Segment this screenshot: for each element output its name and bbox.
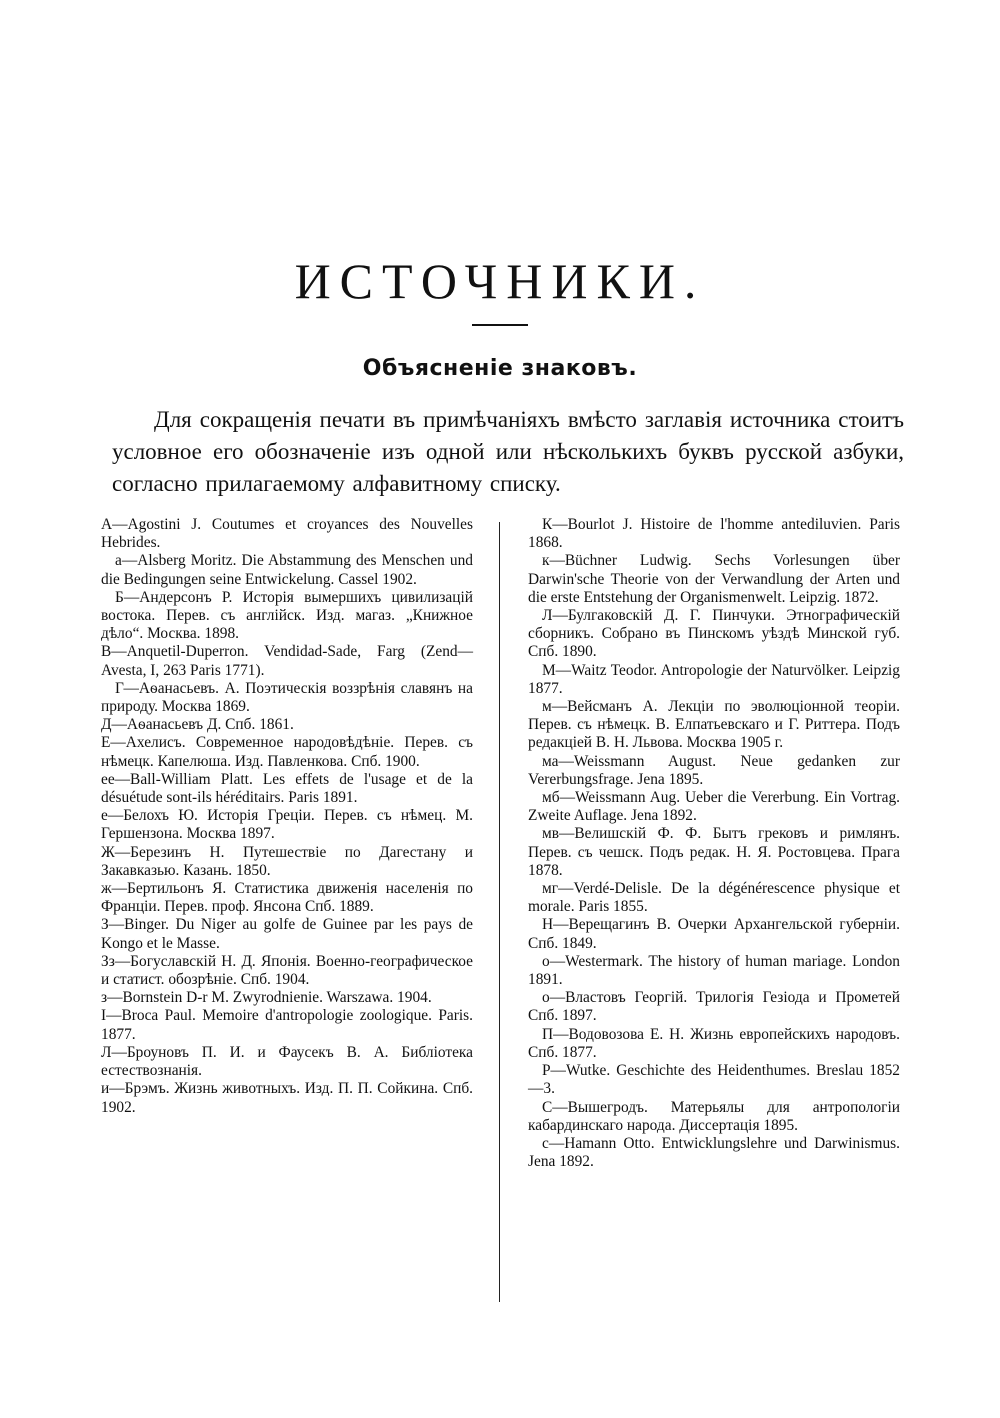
column-divider xyxy=(499,522,500,1302)
source-entry: Д—Аѳанасьевъ Д. Спб. 1861. xyxy=(101,716,294,734)
intro-paragraph: Для сокращенія печати въ примѣчаніяхъ вмѣсто заглавія источника стоитъ условное его обозначеніе изъ одной или нѣсколькихъ буквъ русской азбуки, согласно прилагаемому алфавитному списку. xyxy=(112,407,904,496)
source-entry: Е—Ахелисъ. Современное народовѣдѣніе. Перев. съ нѣмецк. Капелюша. Изд. Павленкова. Спб. 1900. xyxy=(101,734,473,770)
section-subtitle: Объясненіе знаковъ. xyxy=(362,356,638,381)
source-entry: и—Брэмъ. Жизнь животныхъ. Изд. П. П. Сойкина. Спб. 1902. xyxy=(101,1080,473,1116)
left-column xyxy=(101,516,473,1117)
source-entry: В—Anquetil-Duperron. Vendidad-Sade, Farg (Zend—Avesta, I, 263 Paris 1771). xyxy=(101,643,473,679)
source-entry: ее—Ball-William Platt. Les effets de l'usage et de la désuétude sont-ils héréditairs. Paris 1891. xyxy=(101,770,473,807)
source-entry: ма—Weissmann August. Neue gedanken zur Vererbungsfrage. Jena 1895. xyxy=(528,752,900,788)
right-column xyxy=(528,516,900,1171)
source-entry: о—Властовъ Георгій. Трилогія Гезіода и Прометей Спб. 1897. xyxy=(528,989,900,1025)
source-entry: к—Büchner Ludwig. Sechs Vorlesungen über Darwin'sche Theorie von der Verwandlung der Arten und die erste Entstehung der Organismenwelt. Leipzig. 1872. xyxy=(528,552,900,606)
source-entry: о—Westermark. The history of human mariage. London 1891. xyxy=(528,952,900,989)
source-entry: е—Белохъ Ю. Исторія Греціи. Перев. съ нѣмец. М. Гершензона. Москва 1897. xyxy=(101,807,473,843)
source-entry: ж—Бертильонъ Я. Статистика движенія населенія по Франціи. Перев. проф. Янсона Спб. 1889. xyxy=(101,880,473,916)
source-entry: мг—Verdé-Delisle. De la dégénérescence physique et morale. Paris 1855. xyxy=(528,880,900,916)
source-entry: з—Bornstein D-r M. Zwyrodnienie. Warszawa. 1904. xyxy=(101,989,432,1007)
source-entry: Р—Wutke. Geschichte des Heidenthumes. Breslau 1852—3. xyxy=(528,1062,900,1098)
source-entry: м—Вейсманъ А. Лекціи по эволюціонной теоріи. Перев. съ нѣмецк. В. Елпатьевскаго и Г. Риттера. Подъ редакціей В. Н. Львова. Москва 1905 г. xyxy=(528,698,900,752)
source-entry: Н—Верещагинъ В. Очерки Архангельской губерніи. Спб. 1849. xyxy=(528,916,900,952)
source-entry: З—Binger. Du Niger au golfe de Guinee par les pays de Kongo et le Masse. xyxy=(101,916,473,952)
source-entry: М—Waitz Teodor. Antropologie der Naturvölker. Leipzig 1877. xyxy=(528,661,900,697)
source-entry: мв—Велишскій Ф. Ф. Бытъ грековъ и римлянъ. Перев. съ чешск. Подъ редак. Н. Я. Ростовцева. Прага 1878. xyxy=(528,825,900,879)
source-entry: Ж—Березинъ Н. Путешествіе по Дагестану и Закавказью. Казань. 1850. xyxy=(101,843,473,879)
source-entry: с—Hamann Otto. Entwicklungslehre und Darwinismus. Jena 1892. xyxy=(528,1134,900,1171)
source-entry: П—Водовозова Е. Н. Жизнь европейскихъ народовъ. Спб. 1877. xyxy=(528,1025,900,1061)
source-entry: С—Вышегродъ. Матерьялы для антропологіи кабардинскаго народа. Диссертація 1895. xyxy=(528,1098,900,1134)
page-title: ИСТОЧНИКИ. xyxy=(294,253,706,309)
source-entry: Зз—Богуславскій Н. Д. Японія. Военно-географическое и статист. обозрѣніе. Спб. 1904. xyxy=(101,952,473,989)
source-entry: а—Alsberg Moritz. Die Abstammung des Menschen und die Bedingungen seine Entwickelung. Cassel 1902. xyxy=(101,552,473,588)
source-entry: А—Agostini J. Coutumes et croyances des Nouvelles Hebrides. xyxy=(101,516,473,552)
source-entry: I—Broca Paul. Memoire d'antropologie zoologique. Paris. 1877. xyxy=(101,1007,473,1043)
source-entry: Б—Андерсонъ Р. Исторія вымершихъ цивилизацій востока. Перев. съ англійск. Изд. магаз. „Книжное дѣло“. Москва. 1898. xyxy=(101,588,473,643)
title-rule xyxy=(472,324,528,326)
source-entry: К—Bourlot J. Histoire de l'homme antediluvien. Paris 1868. xyxy=(528,516,900,552)
source-entry: Л—Броуновъ П. И. и Фаусекъ В. А. Библіотека естествознанія. xyxy=(101,1043,473,1080)
source-entry: Г—Аѳанасьевъ. А. Поэтическія воззрѣнія славянъ на природу. Москва 1869. xyxy=(101,679,473,716)
source-entry: мб—Weissmann Aug. Ueber die Vererbung. Ein Vortrag. Zweite Auflage. Jena 1892. xyxy=(528,789,900,825)
source-entry: Л—Булгаковскій Д. Г. Пинчуки. Этнографическій сборникъ. Собрано въ Пинскомъ уѣздѣ Минской губ. Спб. 1890. xyxy=(528,607,900,661)
